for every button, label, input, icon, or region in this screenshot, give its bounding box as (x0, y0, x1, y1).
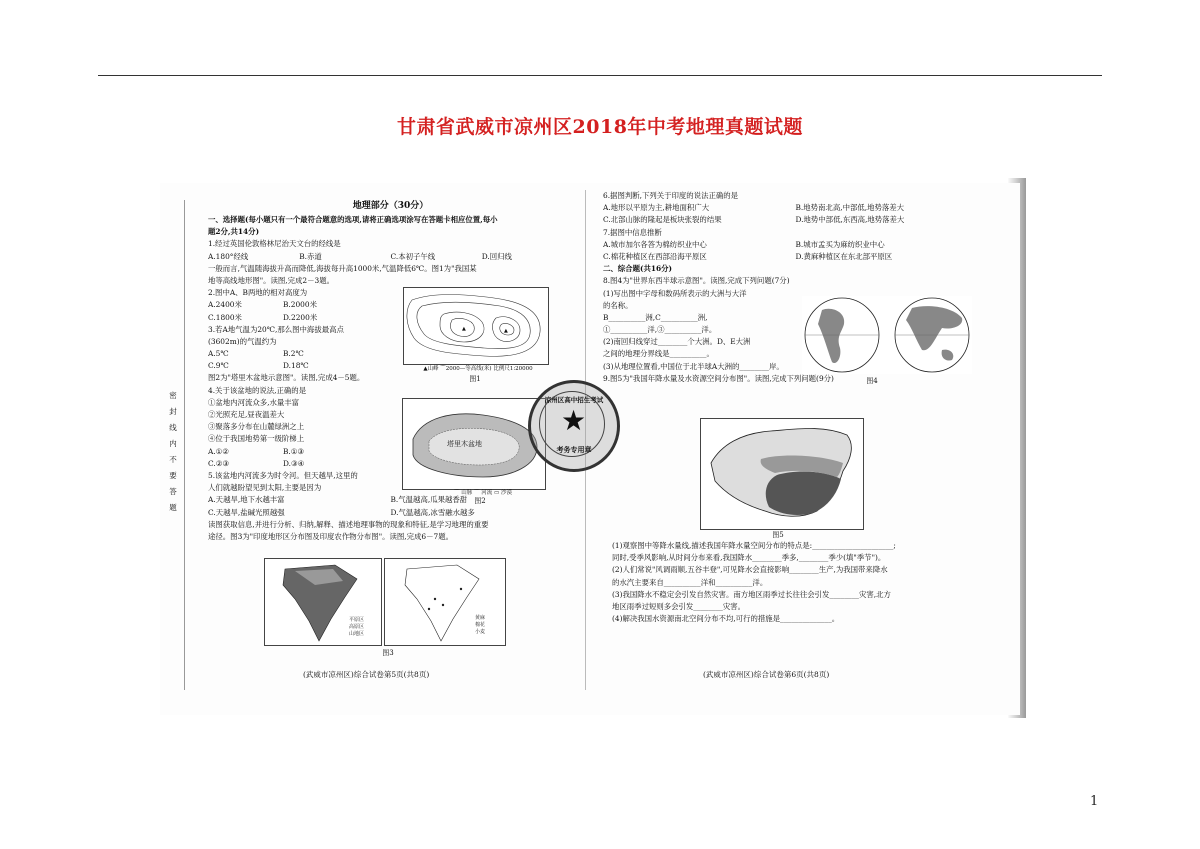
china-precipitation-graphic (701, 419, 863, 529)
question-5-options-cd (208, 507, 573, 519)
option-c: C.1800米 (208, 312, 242, 322)
india-crop-graphic (385, 559, 505, 645)
svg-text:▲: ▲ (462, 326, 466, 332)
q4-item-2: ②光照充足,昼夜温差大 (208, 410, 285, 419)
q8-part-1b: 的名称。 (603, 300, 633, 310)
option-a: A.天越旱,地下水越丰富 (208, 495, 285, 505)
question-5-options-ab (208, 494, 573, 506)
q2-intro-2: 地等高线地形图"。读图,完成2－3题。 (208, 275, 335, 285)
option-c: C.9℃ (208, 361, 229, 371)
q9-part-3: (3)我国降水不稳定会引发自然灾害。南方地区雨季过长往往会引发________灾害,北方 (612, 589, 891, 599)
q4-item-4: ④位于我国地势第一级阶梯上 (208, 434, 305, 444)
section-header: 地理部分（30分） (352, 201, 429, 211)
option-a: A.5℃ (208, 349, 229, 359)
q45-intro: 图2为"塔里木盆地示意图"。读图,完成4－5题。 (208, 373, 365, 383)
legend-plateau: 高原区 (349, 624, 365, 630)
hemispheres-graphic (802, 296, 972, 374)
question-2: 2.图中A、B两地的相对高度为 (208, 288, 308, 298)
right-page-footer: (武威市凉州区)综合试卷第6页(共8页) (703, 670, 830, 679)
option-a: A.城市加尔各答为棉纺织业中心 (603, 239, 707, 249)
question-5: 5.该盆地内河流多为时令河。但天越旱,这里的 (208, 470, 358, 480)
question-1: 1.经过英国伦敦格林尼治天文台的经线是 (208, 239, 341, 249)
option-d: D.18℃ (283, 361, 309, 371)
q2-intro: 一般而言,气温随海拔升高而降低,海拔每升高1000米,气温降低6℃。图1为"我国某 (208, 263, 477, 273)
option-d: D.③④ (283, 458, 305, 468)
q4-item-1: ①盆地内河流众多,水量丰富 (208, 397, 300, 407)
figure-2-tarim-basin-map (402, 398, 546, 490)
comprehensive-section-title: 二、综合题(共16分) (603, 264, 673, 274)
question-7-options-ab (603, 239, 988, 251)
binding-line (184, 200, 185, 690)
question-7-options-cd (603, 251, 988, 263)
question-5-b: 人们就越盼望见到太阳,主要是因为 (208, 483, 322, 493)
seal-bottom-text: 考务专用章 (556, 445, 592, 454)
seal-line-notice: 密 封 线 内 不 要 答 题 (169, 391, 177, 512)
question-2-options-cd (208, 312, 358, 324)
legend-cotton: 棉花 (475, 622, 486, 628)
option-b: B.2000米 (283, 300, 317, 310)
crop-legend (475, 615, 485, 636)
q9-part-1b: 同时,受季风影响,从时间分布来看,我国降水________季多,________季少(填"季节")。 (612, 553, 886, 563)
question-6-options-ab (603, 202, 988, 214)
legend-wheat: 小麦 (475, 629, 486, 635)
question-8: 8.图4为"世界东西半球示意图"。读图,完成下列问题(7分) (603, 276, 790, 286)
official-seal (528, 380, 620, 472)
option-b: B.气温越高,瓜果越香甜 (390, 495, 468, 505)
figure-1-caption: 图1 (469, 375, 481, 383)
option-d: D.黄麻种植区在东北部平原区 (795, 251, 893, 261)
q9-part-4: (4)解决我国水资源南北空间分布不均,可行的措施是______________。 (612, 614, 840, 624)
option-c: C.天越旱,盐碱光照越强 (208, 507, 285, 517)
figure-3-caption: 图3 (382, 649, 394, 657)
option-c: C.②③ (208, 458, 229, 468)
question-1-options (208, 251, 573, 263)
document-title: 甘肃省武威市凉州区2018年中考地理真题试题 (397, 116, 803, 138)
q9-part-2b: 的水汽主要来自__________洋和__________洋。 (612, 577, 768, 587)
question-3: 3.若A地气温为20℃,那么图中海拔最高点 (208, 324, 344, 334)
question-3-options-ab (208, 348, 358, 360)
option-d: D.2200米 (283, 312, 318, 322)
q8-part-2: (2)南回归线穿过________个大洲。D、E大洲 (603, 337, 751, 347)
page-number: 1 (1090, 794, 1099, 809)
choice-section-title-2: 题2分,共14分) (208, 227, 260, 237)
q8-part-1c: B__________洲,C__________洲, (603, 312, 708, 322)
figure-2-caption: 图2 (474, 497, 486, 505)
option-d: D.气温越高,冰雪融水越多 (390, 507, 475, 517)
q9-part-2: (2)人们常说"风调雨顺,五谷丰登",可见降水会直接影响________生产,为我国带来降水 (612, 565, 888, 575)
figure-4-hemispheres (802, 296, 972, 374)
question-6: 6.据图判断,下列关于印度的说法正确的是 (603, 191, 739, 200)
option-b: B.①③ (283, 446, 305, 456)
choice-section-title: 一、选择题(每小题只有一个最符合题意的选项,请将正确选项涂写在答题卡相应位置,每小 (208, 215, 498, 224)
question-4: 4.关于该盆地的说法,正确的是 (208, 385, 307, 395)
option-b: B.地势南北高,中部低,地势落差大 (795, 203, 905, 213)
q67-intro: 读图获取信息,并进行分析、归纳,解释、描述地理事物的现象和特征,是学习地理的重要 (208, 519, 489, 529)
figure-2-legend: ⌒ 山脉 ⌒ 河流 ▭ 沙漠 (454, 490, 512, 496)
legend-jute: 黄麻 (475, 615, 486, 621)
question-3-b: (3602m)的气温约为 (208, 336, 277, 346)
figure-3-india-terrain-map (264, 558, 382, 646)
q8-part-2b: 之间的地理分界线是__________。 (603, 349, 714, 359)
question-6-options-cd (603, 214, 988, 226)
legend-plain: 平原区 (349, 617, 365, 623)
option-d: D.地势中部低,东西高,地势落差大 (795, 215, 905, 225)
left-page-footer: (武威市凉州区)综合试卷第5页(共8页) (303, 670, 430, 679)
question-4-options-cd (208, 458, 358, 470)
option-b: B.城市孟买为麻纺织业中心 (795, 239, 885, 249)
q4-item-3: ③聚落多分布在山麓绿洲之上 (208, 422, 305, 432)
top-rule (98, 75, 1102, 76)
option-a: A.地形以平原为主,耕地面积广大 (603, 203, 710, 213)
figure-1-legend: ▲山峰 ⌒2000—等高线(米) 比例尺1:20000 (423, 366, 533, 372)
q8-part-3: (3)从地理位置看,中国位于北半球A大洲的________岸。 (603, 361, 784, 371)
basin-label: 塔里木盆地 (447, 440, 482, 448)
q67-intro-2: 途径。图3为"印度地形区分布图及印度农作物分布图"。读图,完成6－7题。 (208, 531, 453, 541)
q9-part-3b: 地区雨季过短则多会引发________灾害。 (612, 601, 746, 611)
q9-part-1: (1)观察图中等降水量线,描述我国年降水量空间分布的特点是:______________________; (612, 541, 896, 550)
seal-arc-text: 凉州区高中招生考试 (544, 396, 604, 404)
figure-5-china-precipitation-map (700, 418, 864, 530)
seal-star-icon: ★ (561, 404, 587, 437)
option-c: C.北部山脉的隆起是板块张裂的结果 (603, 215, 722, 225)
question-3-options-cd (208, 360, 358, 372)
question-7: 7.据图中信息推断 (603, 227, 662, 237)
figure-1-contour-map (403, 287, 549, 365)
option-d: D.回归线 (481, 251, 512, 261)
svg-text:▲: ▲ (504, 328, 508, 334)
option-a: A.180°经线 (208, 251, 249, 261)
terrain-legend (349, 617, 364, 638)
question-9-parts (612, 540, 992, 625)
option-a: A.2400米 (208, 300, 242, 310)
figure-4-caption: 图4 (866, 377, 878, 385)
option-a: A.①② (208, 446, 229, 456)
question-9: 9.图5为"我国年降水量及水资源空间分布图"。读图,完成下列问题(9分) (603, 373, 834, 383)
q8-part-1: (1)写出图中字母和数码所表示的大洲与大洋 (603, 288, 747, 298)
figure-3-india-crop-map (384, 558, 506, 646)
option-c: C.棉花种植区在西部沿海平原区 (603, 251, 707, 261)
figure-5-caption: 图5 (772, 531, 784, 539)
option-b: B.2℃ (283, 349, 304, 359)
question-2-options-ab (208, 299, 358, 311)
option-c: C.本初子午线 (390, 251, 436, 261)
contour-lines-graphic (404, 288, 548, 364)
option-b: B.赤道 (299, 251, 322, 261)
q8-part-1d: ①__________洋,③__________洋。 (603, 325, 717, 335)
legend-mountain: 山地区 (349, 631, 365, 637)
question-4-options-ab (208, 446, 358, 458)
